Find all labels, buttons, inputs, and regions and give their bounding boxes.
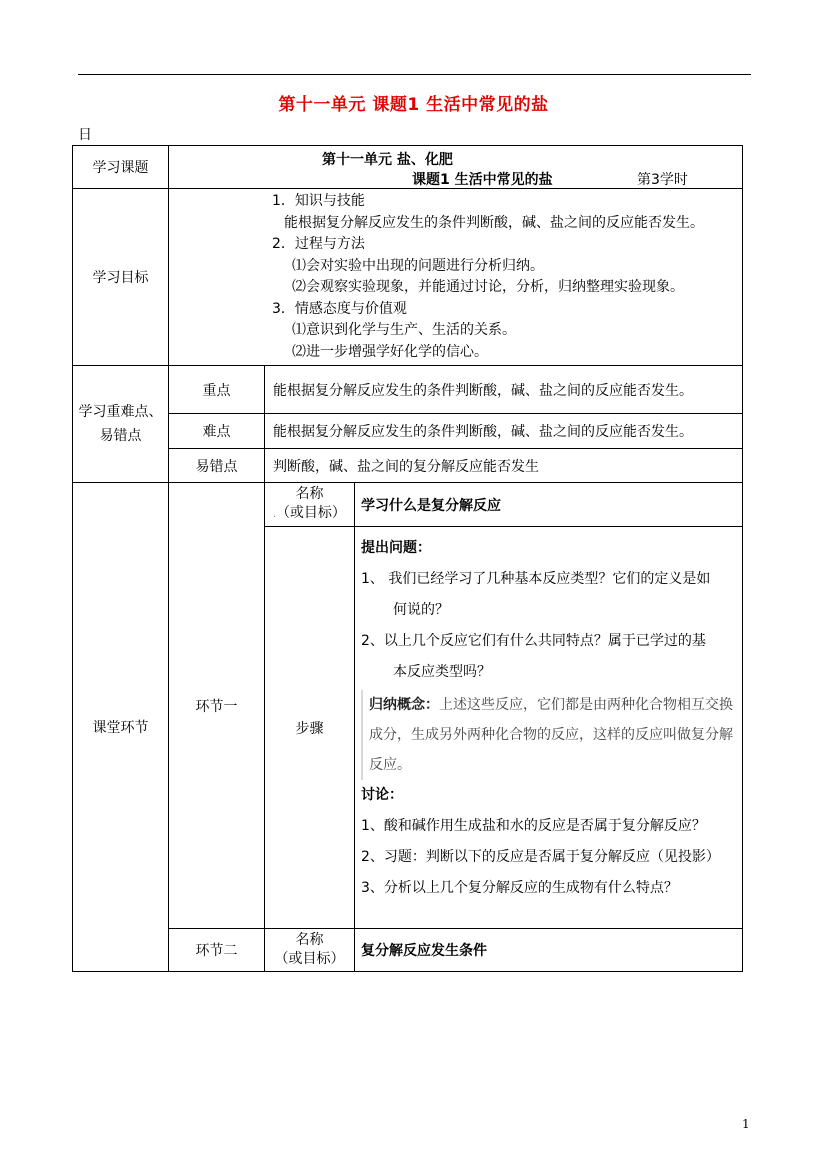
page-number: 1 (742, 1117, 750, 1131)
key-row-difficulty (73, 414, 743, 449)
segment1-name (355, 483, 743, 527)
goal-line: ⑴会对实验中出现的问题进行分析归纳。 (292, 257, 544, 274)
name-label-line1: 名称 (295, 485, 324, 502)
corner-character: 日 (78, 127, 92, 143)
goal-line: 能根据复分解反应发生的条件判断酸，碱、盐之间的反应能否发生。 (284, 214, 704, 231)
key-points-label-line2: 易错点 (99, 428, 142, 444)
goal-line: 2．过程与方法 (272, 236, 365, 252)
period-label: 第3学时 (637, 172, 688, 188)
segment2-name-row (73, 929, 743, 972)
segment1-name-label (265, 483, 355, 527)
goal-line: ⑵进一步增强学好化学的信心。 (292, 343, 488, 360)
concept-summary (361, 690, 738, 780)
segment2-name (355, 929, 743, 972)
segment2-name-label (265, 929, 355, 972)
goals-label: 学习目标 (73, 189, 169, 366)
segment1-name-row (73, 483, 743, 527)
difficulty-text: 能根据复分解反应发生的条件判断酸，碱、盐之间的反应能否发生。 (265, 414, 743, 449)
goal-line: 3．情感态度与价值观 (272, 300, 407, 317)
question-1: 1、 我们已经学习了几种基本反应类型？它们的定义是如 (361, 571, 711, 587)
goals-row (73, 189, 743, 366)
key-points-label (73, 366, 169, 483)
goal-line: ⑴意识到化学与生产、生活的关系。 (292, 322, 516, 338)
difficulty-label: 难点 (169, 414, 265, 449)
discussion-3: 3、分析以上几个复分解反应的生成物有什么特点？ (361, 880, 678, 896)
name-label-line2 (265, 504, 354, 525)
document-title: 第十一单元 课题1 生活中常见的盐 (278, 95, 549, 115)
summary-text: 上述这些反应，它们都是由两种化合物相互交换成分，生成另外两种化合物的反应，这样的反应叫做复分解反应。 (369, 697, 733, 773)
segment2-name-text: 复分解反应发生条件 (361, 943, 487, 959)
goal-line: 1．知识与技能 (272, 193, 365, 209)
header-rule (78, 74, 751, 75)
key-row-focus (73, 366, 743, 414)
discussion-2: 2、习题：判断以下的反应是否属于复分解反应（见投影） (361, 849, 720, 865)
question-2: 2、以上几个反应它们有什么共同特点？属于已学过的基 (361, 633, 706, 649)
focus-label: 重点 (169, 366, 265, 414)
discussion-heading: 讨论： (361, 787, 403, 803)
segment1-name-text: 学习什么是复分解反应 (361, 497, 501, 514)
question-2-cont: 本反应类型吗？ (393, 664, 491, 680)
topic-content (169, 146, 743, 189)
unit-title: 第十一单元 盐、化肥 (322, 152, 453, 168)
question-heading: 提出问题： (361, 540, 431, 556)
key-row-error (73, 449, 743, 483)
question-1-cont: 何说的？ (393, 602, 449, 618)
key-points-label-line1: 学习重难点、 (78, 404, 163, 420)
lesson-title: 课题1 生活中常见的盐 (412, 172, 553, 188)
error-label: 易错点 (169, 449, 265, 483)
name-label-line2: （或目标） (274, 951, 345, 967)
name-label-line2-text: （或目标） (275, 504, 346, 521)
focus-text: 能根据复分解反应发生的条件判断酸，碱、盐之间的反应能否发生。 (265, 366, 743, 414)
topic-row (73, 146, 743, 189)
name-label-line1: 名称 (295, 932, 324, 948)
segment1-label: 环节一 (169, 483, 265, 929)
segment1-steps (355, 527, 743, 929)
steps-label: 步骤 (265, 527, 355, 929)
goals-content (169, 189, 743, 366)
error-text: 判断酸，碱、盐之间的复分解反应能否发生 (265, 449, 743, 483)
discussion-1: 1、酸和碱作用生成盐和水的反应是否属于复分解反应？ (361, 818, 706, 834)
segment2-label: 环节二 (169, 929, 265, 972)
summary-label: 归纳概念： (369, 697, 439, 713)
classroom-label: 课堂环节 (73, 483, 169, 972)
goal-line: ⑵会观察实验现象，并能通过讨论，分析，归纳整理实验现象。 (292, 279, 684, 295)
dot-mark: . (273, 509, 276, 520)
topic-label: 学习课题 (73, 146, 169, 189)
lesson-plan-table (72, 145, 743, 972)
